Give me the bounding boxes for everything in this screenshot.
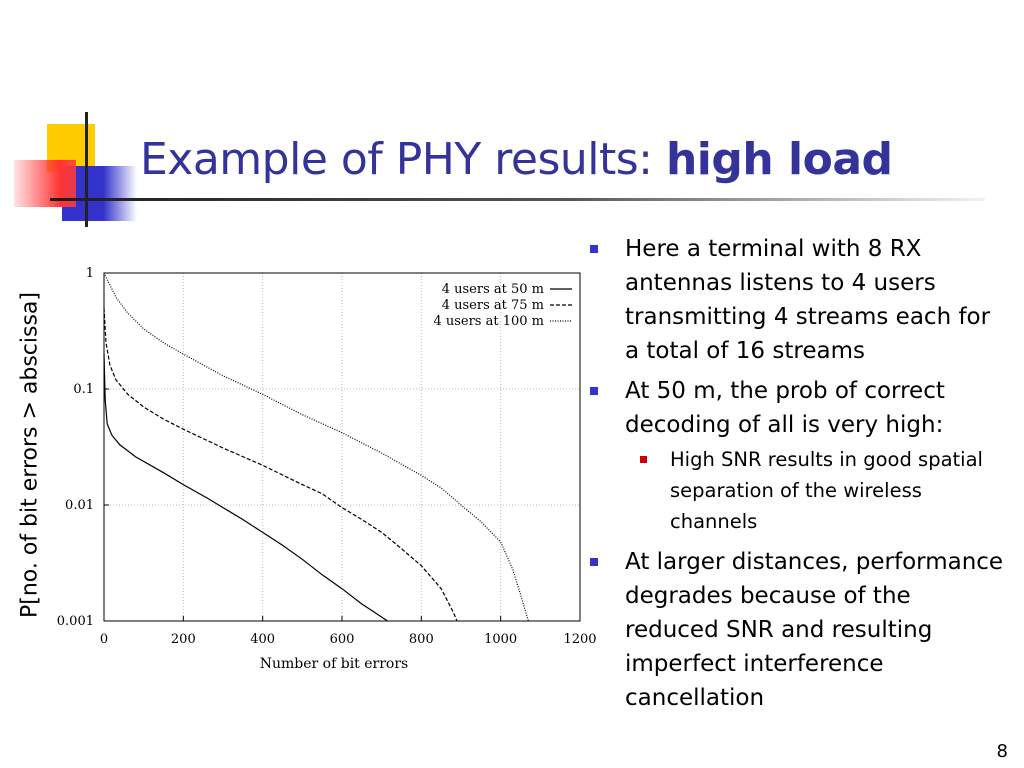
x-tick-label: 600 [329, 632, 355, 647]
title-regular: Example of PHY results: [140, 134, 666, 185]
square-bullet-icon [590, 387, 598, 395]
series-line-0 [104, 354, 388, 621]
sub-bullet-item [625, 444, 1010, 537]
x-tick-label: 800 [408, 632, 434, 647]
x-tick-label: 1000 [484, 632, 518, 647]
bullet-item [590, 545, 1010, 715]
x-tick-label: 0 [99, 632, 109, 647]
x-tick-label: 1200 [563, 632, 597, 647]
title-underline [50, 198, 985, 201]
series-line-1 [104, 308, 457, 621]
y-tick-label: 0.1 [73, 382, 94, 397]
legend-label: 4 users at 75 m [441, 298, 544, 313]
bullet-list [590, 232, 1010, 721]
square-bullet-icon [590, 245, 598, 253]
x-axis-label: Number of bit errors [259, 656, 409, 672]
x-tick-label: 400 [250, 632, 276, 647]
small-square-bullet-icon [640, 456, 647, 463]
bullet-item [590, 232, 1010, 368]
deco-vertical-line [85, 112, 88, 227]
x-tick-label: 200 [170, 632, 196, 647]
bullet-text: At larger distances, performance degrades because of the reduced SNR and resulting imperfect interference cancellation [625, 549, 1004, 711]
bullet-text: At 50 m, the prob of correct decoding of all is very high: [625, 378, 945, 438]
legend-label: 4 users at 100 m [433, 314, 544, 329]
sub-bullet-text: High SNR results in good spatial separation of the wireless channels [670, 448, 983, 533]
square-bullet-icon [590, 558, 598, 566]
bullet-text: Here a terminal with 8 RX antennas listens to 4 users transmitting 4 streams each for a total of 16 streams [625, 236, 991, 364]
ber-chart [56, 262, 597, 677]
bullet-item [590, 374, 1010, 537]
y-tick-label: 1 [85, 266, 94, 281]
y-axis-label: P[no. of bit errors > abscissa] [17, 292, 43, 618]
legend-label: 4 users at 50 m [441, 282, 544, 297]
title-bold: high load [665, 134, 893, 185]
y-tick-label: 0.01 [65, 498, 94, 513]
legend [433, 282, 572, 329]
sub-bullet-list [625, 444, 1010, 537]
page-number: 8 [996, 741, 1008, 762]
slide-title [140, 134, 893, 185]
y-tick-label: 0.001 [56, 614, 94, 629]
